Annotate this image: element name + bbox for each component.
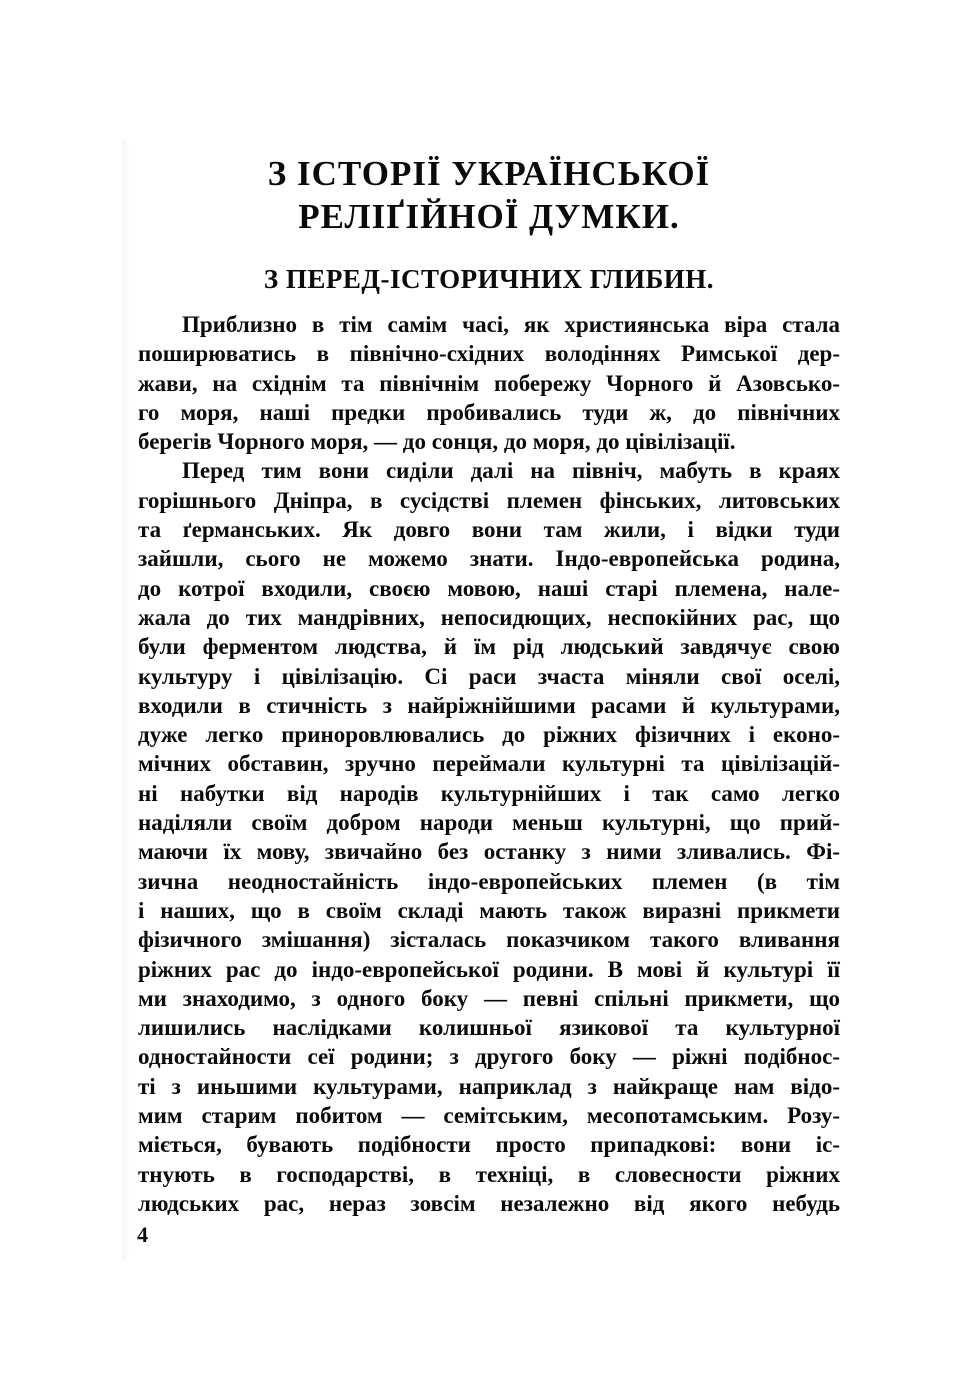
text-line: горішнього Дніпра, в сусідстві племен фінських, литовських	[138, 487, 840, 513]
text-line: фізичного змішання) зісталась показчиком такого вливання	[138, 927, 840, 953]
body-text	[138, 310, 840, 1218]
text-line: поширюватись в північно-східних володіннях Римської дер-	[138, 341, 840, 367]
text-line: маючи їх мову, звичайно без останку з ними зливались. Фі-	[138, 839, 840, 865]
text-line: мим старим побитом — семітським, месопотамським. Розу-	[138, 1103, 840, 1129]
text-line: ріжних рас до індо-европейської родини. В мові й культурі її	[138, 956, 840, 982]
text-line: одностайности сеї родини; з другого боку — ріжні подібнос-	[138, 1044, 840, 1070]
paragraph-1	[138, 310, 840, 456]
text-line: тнують в господарстві, в техніці, в словесности ріжних	[138, 1161, 840, 1187]
text-line: входили в стичність з найріжнійшими расами й культурами,	[138, 692, 840, 718]
text-line: ті з иньшими культурами, наприклад з найкраще нам відо-	[138, 1073, 840, 1099]
text-line: го моря, наші предки пробивались туди ж, до північних	[138, 399, 840, 425]
text-line: жала до тих мандрівних, непосидющих, неспокійних рас, що	[138, 604, 840, 630]
text-line: ми знаходимо, з одного боку — певні спільні прикмети, що	[138, 985, 840, 1011]
section-heading: З ПЕРЕД-ІСТОРИЧНИХ ГЛИБИН.	[263, 264, 715, 294]
chapter-title-line-1: З ІСТОРІЇ УКРАЇНСЬКОЇ	[267, 154, 711, 193]
text-block	[138, 152, 840, 1218]
text-line: та ґерманських. Як довго вони там жили, і відки туди	[138, 517, 840, 543]
page-number: 4	[137, 1222, 148, 1247]
text-line: жави, на східнім та північнім побережу Чорного й Азовсько-	[138, 370, 840, 396]
text-line: і наших, що в своїм складі мають також виразні прикмети	[138, 897, 840, 923]
text-line: мічних обставин, зручно переймали культурні та цівілізацій-	[138, 751, 840, 777]
text-line: наділяли своїм добром народи меньш культурні, що прий-	[138, 810, 840, 836]
text-line: лишились наслідками колишньої язикової та культурної	[138, 1015, 840, 1041]
text-line: зайшли, сього не можемо знати. Індо-европейська родина,	[138, 546, 840, 572]
chapter-title-line-2: РЕЛІҐІЙНОЇ ДУМКИ.	[298, 197, 680, 236]
text-line: Приблизно в тім самім часі, як християнська віра стала	[182, 312, 840, 337]
text-line: людських рас, нераз зовсім незалежно від якого небудь	[138, 1190, 840, 1216]
chapter-title	[138, 152, 840, 238]
text-line: культуру і цівілізацію. Сі раси зчаста міняли свої оселі,	[138, 663, 840, 689]
text-line: зична неодностайність індо-европейських племен (в тім	[138, 868, 840, 894]
text-line: ні набутки від народів культурнійших і так само легко	[138, 780, 840, 806]
text-line: дуже легко приноровлювались до ріжних фізичних і еконо-	[138, 722, 840, 748]
paragraph-2	[138, 456, 840, 1218]
page-gutter-shade	[122, 140, 130, 1260]
text-line: міється, бувають подібности просто припадкові: вони іс-	[138, 1132, 840, 1158]
text-line: були ферментом людства, й їм рід людський завдячує свою	[138, 634, 840, 660]
text-line: Перед тим вони сиділи далі на північ, мабуть в краях	[182, 458, 840, 484]
text-line: до котрої входили, своєю мовою, наші старі племена, нале-	[138, 575, 840, 601]
text-line: берегів Чорного моря, — до сонця, до моря, до цівілізації.	[138, 429, 736, 455]
